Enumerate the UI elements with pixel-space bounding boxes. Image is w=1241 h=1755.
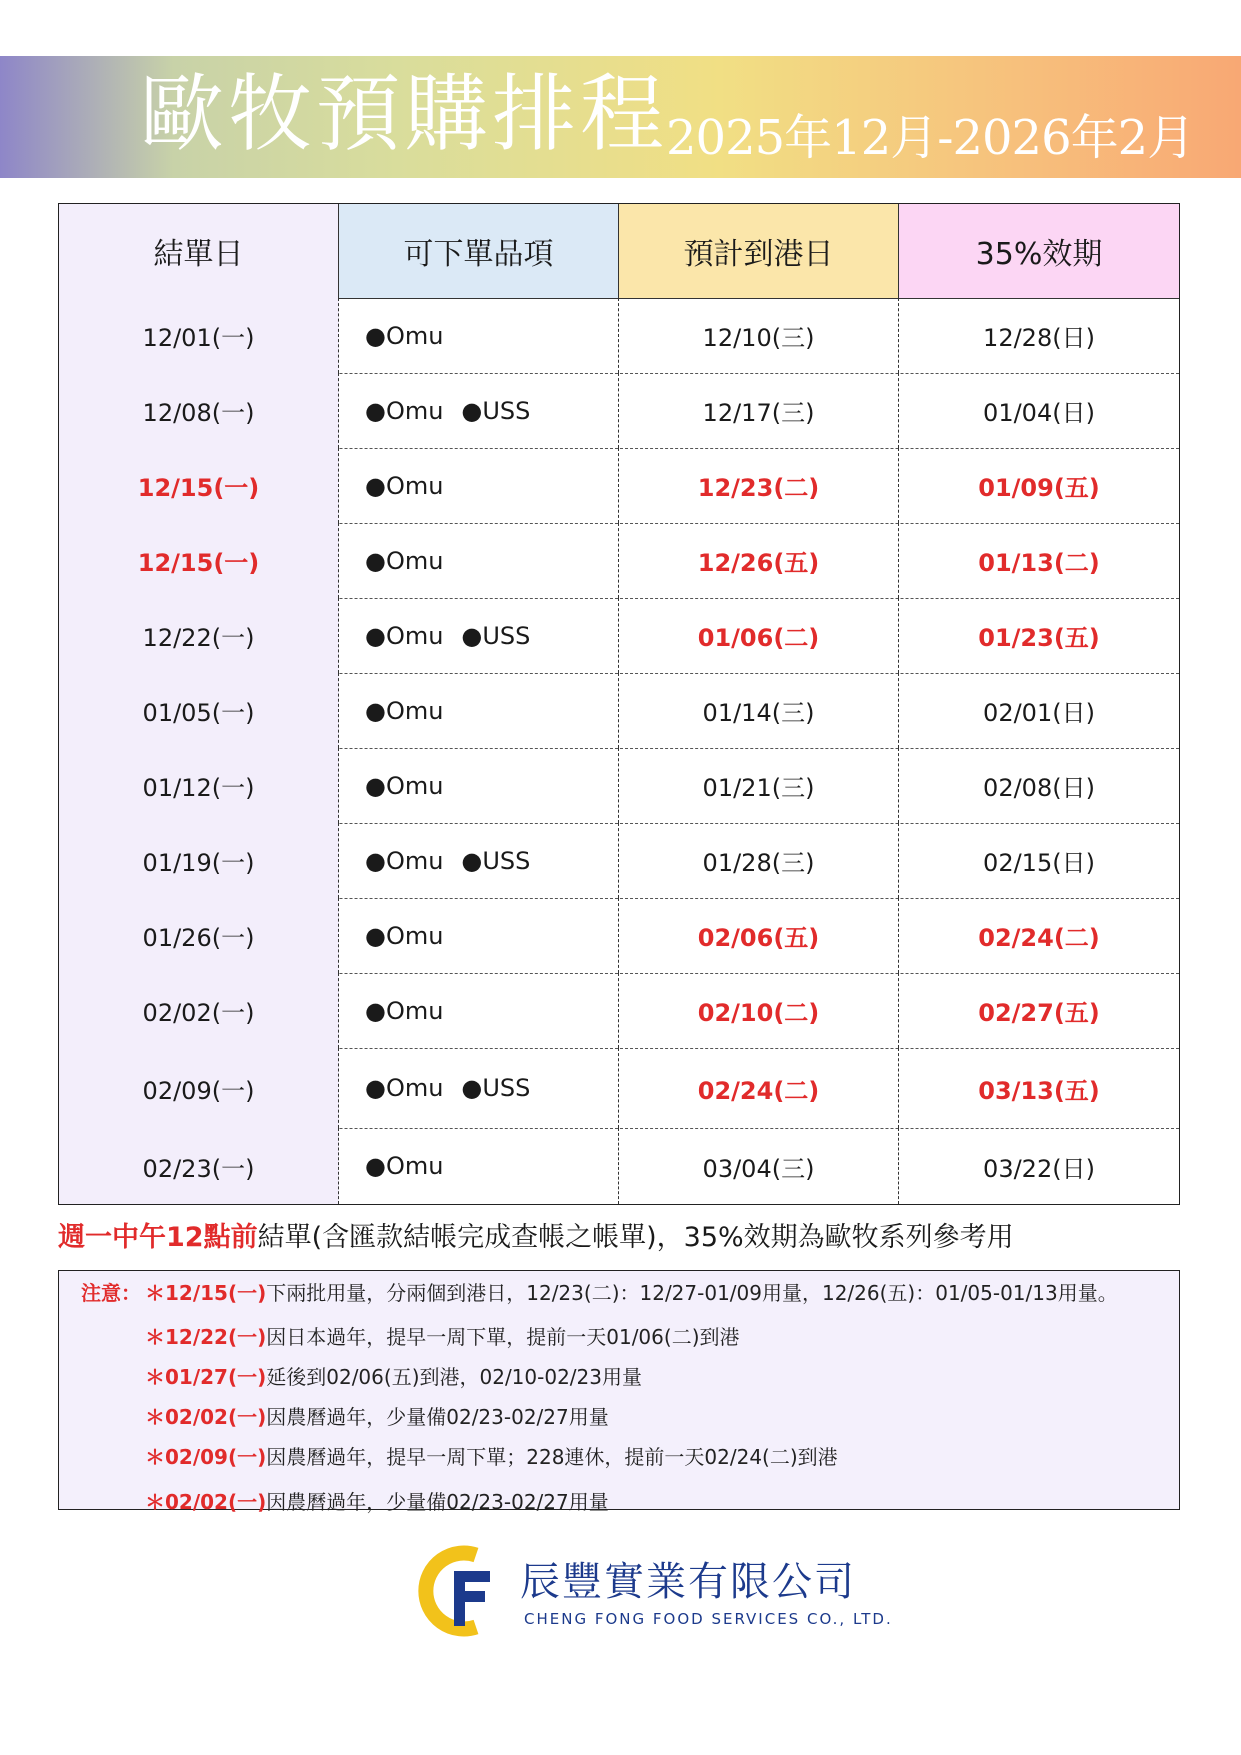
cell-expiry-date: 02/24(二) bbox=[978, 924, 1100, 952]
table-row bbox=[59, 448, 1179, 524]
cell-expiry-date: 02/08(日) bbox=[983, 774, 1095, 802]
order-deadline-note bbox=[58, 1222, 1014, 1254]
column-header-expiry: 35%效期 bbox=[899, 204, 1179, 298]
notice-item bbox=[145, 1486, 609, 1515]
cell-arrival-date: 02/06(五) bbox=[619, 898, 899, 973]
notice-item-date: ＊02/09(一) bbox=[145, 1445, 267, 1469]
cell-arrival-date: 01/21(三) bbox=[619, 748, 899, 823]
product-item: ●Omu bbox=[365, 696, 444, 725]
notice-label: 注意： bbox=[81, 1281, 141, 1305]
cell-expiry-date: 02/15(日) bbox=[983, 849, 1095, 877]
cell-close-date: 01/12(一) bbox=[59, 748, 339, 823]
cell-close-date: 01/26(一) bbox=[59, 898, 339, 973]
cell-expiry-date: 02/01(日) bbox=[983, 699, 1095, 727]
table-row bbox=[59, 898, 1179, 974]
notice-item-text: 因農曆過年，少量備02/23-02/27用量 bbox=[266, 1490, 609, 1514]
cell-expiry-date: 01/13(二) bbox=[978, 549, 1100, 577]
column-header-close-date: 結單日 bbox=[59, 204, 339, 298]
cell-arrival-date: 01/06(二) bbox=[619, 598, 899, 673]
notice-item-date: ＊01/27(一) bbox=[145, 1365, 267, 1389]
table-row bbox=[59, 298, 1179, 374]
product-item: ●USS bbox=[461, 1074, 531, 1102]
table-row bbox=[59, 598, 1179, 674]
cell-close-date: 12/01(一) bbox=[59, 298, 339, 373]
cell-items bbox=[339, 748, 619, 823]
table-row bbox=[59, 1048, 1179, 1129]
page-title: 歐牧預購排程 bbox=[140, 65, 669, 163]
notice-item-text: 因日本過年，提早一周下單，提前一天01/06(二)到港 bbox=[266, 1325, 740, 1349]
cell-items bbox=[339, 448, 619, 523]
cell-close-date: 01/05(一) bbox=[59, 673, 339, 748]
product-item: ●Omu bbox=[365, 321, 444, 350]
cell-arrival-date: 12/17(三) bbox=[619, 373, 899, 448]
cell-items bbox=[339, 898, 619, 973]
cell-items bbox=[339, 523, 619, 598]
notice-item bbox=[145, 1277, 1118, 1306]
cell-expiry-date: 02/27(五) bbox=[978, 999, 1100, 1027]
cell-arrival-date: 02/10(二) bbox=[619, 973, 899, 1048]
notice-item-text: 下兩批用量，分兩個到港日，12/23(二)：12/27-01/09用量，12/26(五)：01/05-01/13用量。 bbox=[266, 1281, 1118, 1305]
cell-expiry-date: 03/13(五) bbox=[978, 1076, 1100, 1105]
product-item: ●USS bbox=[461, 621, 531, 650]
product-item: ●USS bbox=[461, 396, 531, 425]
company-name-cn: 辰豐實業有限公司 bbox=[520, 1559, 856, 1605]
product-item: ●Omu bbox=[365, 996, 444, 1025]
product-item: ●Omu bbox=[365, 396, 444, 425]
table-row bbox=[59, 373, 1179, 449]
column-header-arrival: 預計到港日 bbox=[619, 204, 899, 298]
product-item: ●Omu bbox=[365, 471, 444, 500]
product-item: ●USS bbox=[461, 846, 531, 875]
schedule-table bbox=[58, 203, 1180, 1205]
product-item: ●Omu bbox=[365, 546, 444, 575]
table-row bbox=[59, 523, 1179, 599]
table-row bbox=[59, 973, 1179, 1049]
notice-item-text: 延後到02/06(五)到港，02/10-02/23用量 bbox=[266, 1365, 642, 1389]
deadline-emphasis: 週一中午12點前 bbox=[58, 1222, 258, 1253]
product-item: ●Omu bbox=[365, 621, 444, 650]
table-row bbox=[59, 673, 1179, 749]
cell-items bbox=[339, 598, 619, 673]
product-item: ●Omu bbox=[365, 921, 444, 950]
cell-close-date: 02/23(一) bbox=[59, 1128, 339, 1204]
cell-close-date: 12/22(一) bbox=[59, 598, 339, 673]
cell-close-date: 02/02(一) bbox=[59, 973, 339, 1048]
cell-arrival-date: 03/04(三) bbox=[619, 1128, 899, 1204]
cell-items bbox=[339, 1048, 619, 1128]
column-header-items: 可下單品項 bbox=[339, 204, 619, 298]
cell-close-date: 12/15(一) bbox=[59, 523, 339, 598]
table-row bbox=[59, 1128, 1179, 1204]
cell-arrival-date: 12/10(三) bbox=[619, 298, 899, 373]
notice-item-text: 因農曆過年，少量備02/23-02/27用量 bbox=[266, 1405, 609, 1429]
table-row bbox=[59, 748, 1179, 824]
product-item: ●Omu bbox=[365, 1152, 444, 1180]
notice-item bbox=[145, 1401, 609, 1430]
cell-close-date: 12/15(一) bbox=[59, 448, 339, 523]
notice-box bbox=[58, 1270, 1180, 1514]
notice-item-text: 因農曆過年，提早一周下單；228連休，提前一天02/24(二)到港 bbox=[266, 1445, 838, 1469]
cell-items bbox=[339, 673, 619, 748]
cell-close-date: 02/09(一) bbox=[59, 1048, 339, 1128]
cell-arrival-date: 01/14(三) bbox=[619, 673, 899, 748]
notice-item-date: ＊12/22(一) bbox=[145, 1325, 267, 1349]
cell-close-date: 12/08(一) bbox=[59, 373, 339, 448]
cell-expiry-date: 03/22(日) bbox=[983, 1154, 1095, 1183]
cell-expiry-date: 12/28(日) bbox=[983, 324, 1095, 352]
cell-expiry-date: 01/09(五) bbox=[978, 474, 1100, 502]
cell-close-date: 01/19(一) bbox=[59, 823, 339, 898]
product-item: ●Omu bbox=[365, 846, 444, 875]
cell-items bbox=[339, 298, 619, 373]
notice-item-date: ＊02/02(一) bbox=[145, 1490, 267, 1514]
product-item: ●Omu bbox=[365, 771, 444, 800]
notice-item-date: ＊02/02(一) bbox=[145, 1405, 267, 1429]
table-row bbox=[59, 823, 1179, 899]
company-logo-icon bbox=[418, 1545, 500, 1637]
company-name-en: CHENG FONG FOOD SERVICES CO., LTD. bbox=[524, 1610, 893, 1628]
notice-item bbox=[145, 1441, 838, 1470]
notice-item bbox=[145, 1361, 642, 1390]
cell-arrival-date: 12/23(二) bbox=[619, 448, 899, 523]
product-item: ●Omu bbox=[365, 1074, 444, 1102]
schedule-period: 2025年12月-2026年2月 bbox=[666, 110, 1195, 166]
cell-arrival-date: 01/28(三) bbox=[619, 823, 899, 898]
notice-item-date: ＊12/15(一) bbox=[145, 1281, 267, 1305]
cell-expiry-date: 01/23(五) bbox=[978, 624, 1100, 652]
cell-items bbox=[339, 1128, 619, 1204]
cell-items bbox=[339, 973, 619, 1048]
notice-item bbox=[145, 1321, 740, 1350]
cell-expiry-date: 01/04(日) bbox=[983, 399, 1095, 427]
table-header-row bbox=[59, 204, 1179, 299]
cell-items bbox=[339, 373, 619, 448]
header-banner bbox=[0, 56, 1241, 178]
cell-arrival-date: 02/24(二) bbox=[619, 1048, 899, 1128]
cell-items bbox=[339, 823, 619, 898]
deadline-detail: 結單(含匯款結帳完成查帳之帳單)，35%效期為歐牧系列參考用 bbox=[257, 1222, 1014, 1253]
cell-arrival-date: 12/26(五) bbox=[619, 523, 899, 598]
